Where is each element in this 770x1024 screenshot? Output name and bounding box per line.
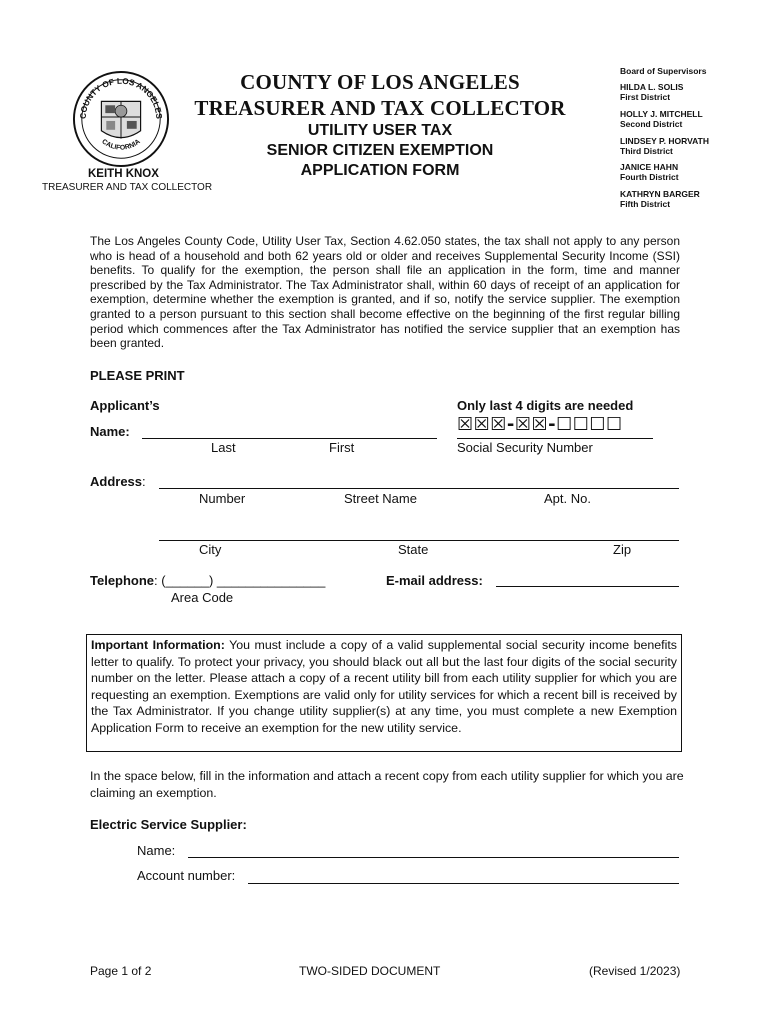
telephone-label: Telephone — [90, 573, 155, 588]
svg-text:COUNTY OF LOS ANGELES: COUNTY OF LOS ANGELES — [77, 75, 165, 120]
email-label: E-mail address: — [386, 573, 483, 588]
page-number: Page 1 of 2 — [90, 964, 152, 978]
email-input-line[interactable] — [496, 586, 679, 587]
county-seal-logo — [72, 70, 170, 168]
state-caption: State — [398, 542, 429, 557]
two-sided-note: TWO-SIDED DOCUMENT — [299, 964, 441, 978]
board-member-5 — [620, 189, 700, 209]
first-name-caption: First — [329, 440, 355, 455]
last-name-caption: Last — [211, 440, 236, 455]
form-title-3: APPLICATION FORM — [300, 162, 460, 179]
address-label-row — [90, 474, 146, 489]
street-caption: Street Name — [344, 491, 417, 506]
ssn-note: Only last 4 digits are needed — [457, 398, 634, 413]
name-input-line[interactable] — [142, 438, 437, 439]
board-member-district: Fourth District — [620, 172, 679, 182]
important-text: You must include a copy of a valid supplemental social security income benefits letter to qualify. To protect your privacy, you should black out all but the last four digits of the social security number on the letter. Please attach a copy of a recent utility bill from each utility supplier for which you are requesting an exemption. Exemptions are valid only for utility services for which a recent bill is received by the Tax Administrator. If you change utility supplier(s) at any time, you must complete a new Exemption Application Form to receive an exemption for the new utility service. — [91, 638, 677, 735]
important-info-box — [86, 634, 682, 752]
supplier-heading: Electric Service Supplier: — [90, 817, 247, 832]
instructions-paragraph: In the space below, fill in the information and attach a recent copy from each utility supplier for which you are claiming an exemption. — [90, 769, 684, 800]
board-member-3 — [620, 136, 709, 156]
address-input-line[interactable] — [159, 488, 679, 489]
board-member-district: Third District — [620, 146, 673, 156]
important-heading: Important Information: — [91, 638, 225, 652]
county-title: COUNTY OF LOS ANGELES — [240, 70, 520, 94]
ssn-underline — [457, 438, 653, 439]
supplier-name-label: Name: — [137, 843, 176, 858]
office-title: TREASURER AND TAX COLLECTOR — [194, 96, 566, 120]
account-number-label: Account number: — [137, 868, 236, 883]
board-member-district: Second District — [620, 119, 683, 129]
form-title-1: UTILITY USER TAX — [307, 122, 453, 139]
city-caption: City — [199, 542, 222, 557]
board-member-district: First District — [620, 92, 671, 102]
city-state-zip-line[interactable] — [159, 540, 679, 541]
please-print-label: PLEASE PRINT — [90, 368, 185, 383]
official-name: KEITH KNOX — [88, 168, 159, 180]
ssn-field[interactable]: ☒☒☒-☒☒-☐☐☐☐ — [457, 414, 623, 435]
board-heading: Board of Supervisors — [620, 66, 707, 76]
svg-text:CALIFORNIA: CALIFORNIA — [100, 138, 142, 152]
address-colon: : — [142, 474, 146, 489]
telephone-field[interactable]: : (______) _______________ — [154, 573, 326, 588]
supplier-name-line[interactable] — [188, 857, 679, 858]
revised-date: (Revised 1/2023) — [589, 964, 681, 978]
zip-caption: Zip — [613, 542, 632, 557]
intro-paragraph: The Los Angeles County Code, Utility User Tax, Section 4.62.050 states, the tax shall not apply to any person who is head of a household and both 62 years old or older and receives Supplemental Security Income (SSI) benefits. To qualify for the exemption, the person shall file an application in the form, time and manner prescribed by the Tax Administrator. The Tax Administrator shall, within 60 days of receipt of an application for exemption, determine whether the exemption is granted, and if so, notify the service supplier. The exemption granted to a person pursuant to this section shall become effective on the beginning of the first regular billing period which commences after the Tax Administrator has notified the service supplier that an exemption has been granted. — [90, 234, 680, 351]
number-caption: Number — [199, 491, 246, 506]
board-member-name: HILDA L. SOLIS — [620, 82, 684, 92]
board-member-name: LINDSEY P. HORVATH — [620, 136, 709, 146]
ssn-caption: Social Security Number — [457, 440, 593, 455]
applicants-label: Applicant’s — [90, 398, 160, 413]
board-member-2 — [620, 109, 703, 129]
area-code-caption: Area Code — [171, 590, 234, 605]
board-member-1 — [620, 82, 683, 102]
official-title: TREASURER AND TAX COLLECTOR — [42, 182, 213, 193]
telephone-row[interactable] — [90, 573, 325, 588]
account-number-line[interactable] — [248, 883, 679, 884]
board-member-district: Fifth District — [620, 199, 671, 209]
form-title-2: SENIOR CITIZEN EXEMPTION — [266, 142, 494, 159]
board-member-name: JANICE HAHN — [620, 162, 679, 172]
board-member-name: KATHRYN BARGER — [620, 189, 700, 199]
board-member-name: HOLLY J. MITCHELL — [620, 109, 703, 119]
name-label: Name: — [90, 424, 130, 439]
address-label: Address — [90, 474, 143, 489]
board-member-4 — [620, 162, 679, 182]
apt-caption: Apt. No. — [544, 491, 591, 506]
